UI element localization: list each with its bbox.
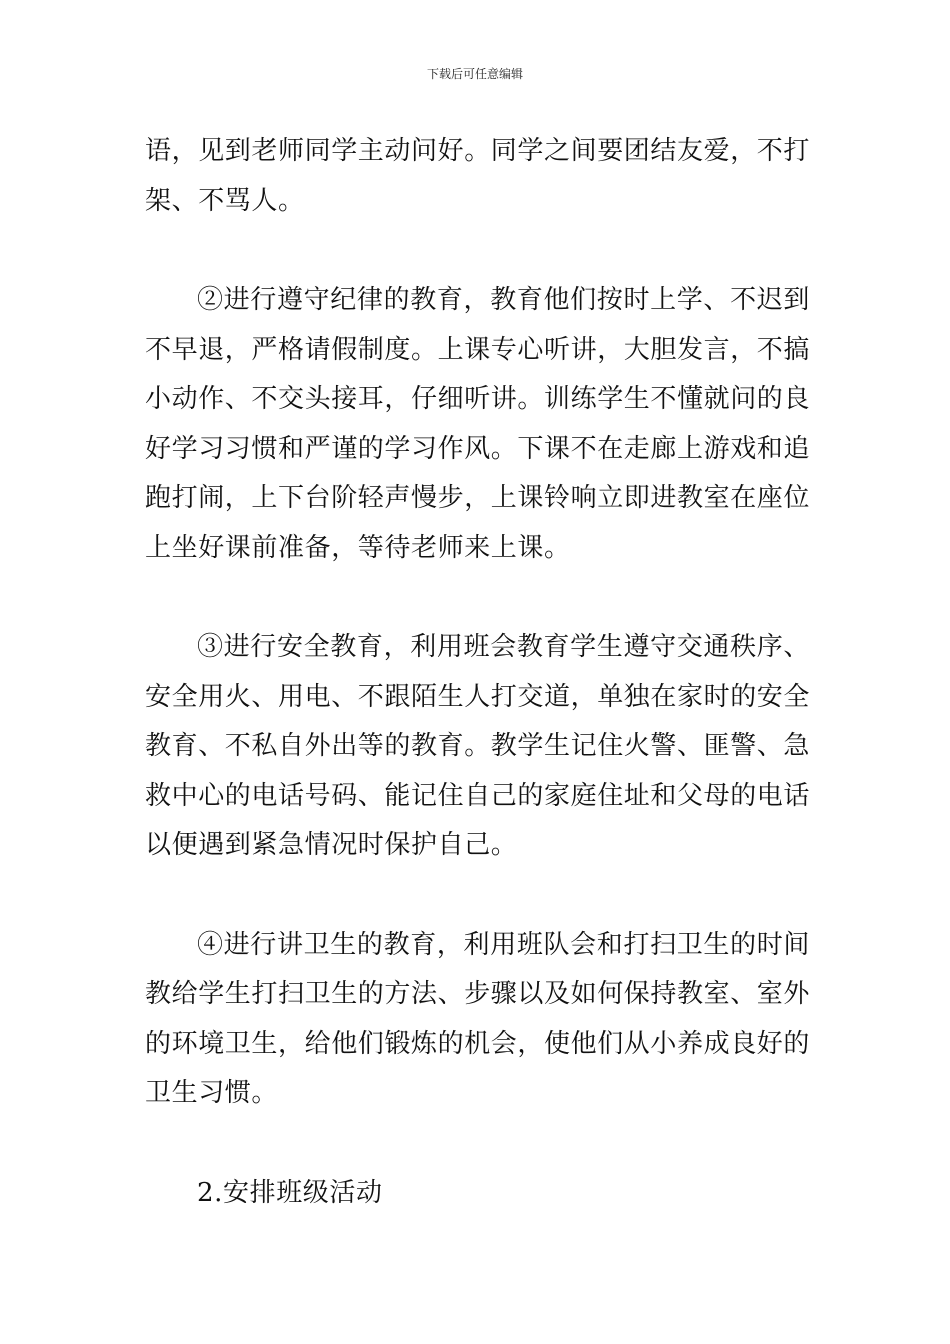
paragraph-gap	[145, 573, 810, 623]
document-body	[145, 127, 810, 1218]
paragraph-1: 语，见到老师同学主动问好。同学之间要团结友爱，不打架、不骂人。	[145, 136, 811, 216]
section-heading: 2.安排班级活动	[197, 1177, 383, 1208]
paragraph-4: ④进行讲卫生的教育，利用班队会和打扫卫生的时间教给学生打扫卫生的方法、步骤以及如何保持教室、室外的环境卫生，给他们锻炼的机会，使他们从小养成良好的卫生习惯。	[145, 929, 811, 1108]
page-header: 下载后可任意编辑	[426, 67, 523, 81]
paragraph-gap	[145, 1119, 810, 1169]
paragraph-3: ③进行安全教育，利用班会教育学生遵守交通秩序、安全用火、用电、不跟陌生人打交道，单独在家时的安全教育、不私自外出等的教育。教学生记住火警、匪警、急救中心的电话号码、能记住自己的家庭住址和父母的电话以便遇到紧急情况时保护自己。	[145, 632, 811, 860]
paragraph-2: ②进行遵守纪律的教育，教育他们按时上学、不迟到不早退，严格请假制度。上课专心听讲，大胆发言，不搞小动作、不交头接耳，仔细听讲。训练学生不懂就问的良好学习习惯和严谨的学习作风。下课不在走廊上游戏和追跑打闹，上下台阶轻声慢步，上课铃响立即进教室在座位上坐好课前准备，等待老师来上课。	[145, 285, 811, 563]
paragraph-gap	[145, 226, 810, 276]
paragraph-gap	[145, 871, 810, 921]
